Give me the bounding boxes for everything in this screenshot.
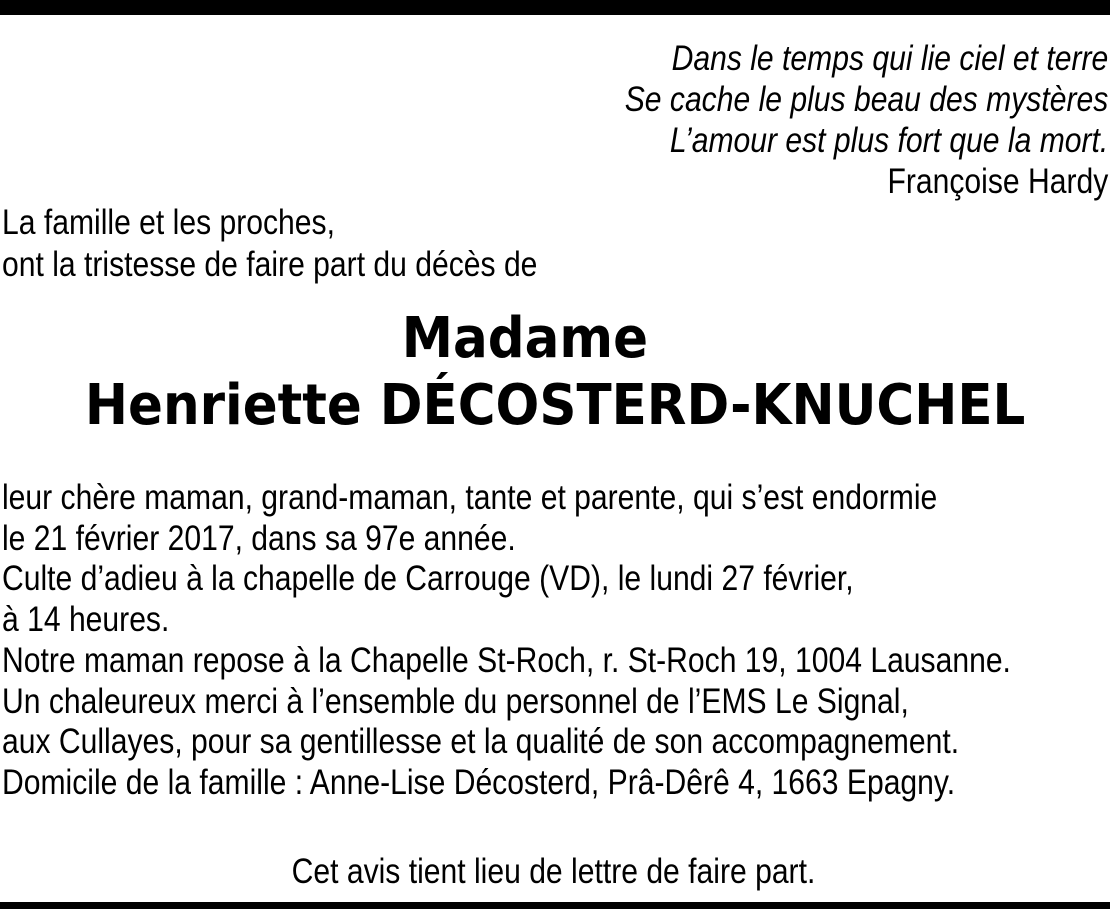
deceased-name-heading	[0, 305, 1110, 439]
intro-line: ont la tristesse de faire part du décès de	[2, 245, 538, 284]
deceased-name: Henriette DÉCOSTERD-KNUCHEL	[84, 373, 1026, 438]
footer-notice	[0, 852, 1110, 892]
body-line: leur chère maman, grand-maman, tante et parente, qui s’est endormie	[2, 478, 938, 517]
body-line: aux Cullayes, pour sa gentillesse et la qualité de son accompagnement.	[2, 722, 960, 762]
body-line: Domicile de la famille : Anne-Lise Décosterd, Prâ-Dêrê 4, 1663 Epagny.	[2, 762, 956, 802]
body-line: Notre maman repose à la Chapelle St-Roch, r. St-Roch 19, 1004 Lausanne.	[2, 640, 1011, 680]
deceased-title: Madame	[401, 306, 649, 371]
bottom-border-rule	[0, 902, 1110, 909]
announcement-intro	[2, 202, 537, 286]
announcement-body	[2, 478, 1011, 804]
body-line: à 14 heures.	[2, 600, 170, 640]
intro-line: La famille et les proches,	[2, 203, 335, 242]
top-border-rule	[0, 0, 1110, 15]
epigraph-poem	[624, 38, 1108, 202]
poem-author: Françoise Hardy	[887, 162, 1108, 201]
body-line: Un chaleureux merci à l’ensemble du personnel de l’EMS Le Signal,	[2, 681, 909, 721]
poem-line: Dans le temps qui lie ciel et terre	[671, 39, 1108, 78]
body-line: Culte d’adieu à la chapelle de Carrouge (VD), le lundi 27 février,	[2, 559, 854, 599]
poem-line: L’amour est plus fort que la mort.	[669, 121, 1108, 160]
footer-note-text: Cet avis tient lieu de lettre de faire part.	[291, 852, 816, 891]
poem-line: Se cache le plus beau des mystères	[624, 80, 1108, 119]
body-line: le 21 février 2017, dans sa 97e année.	[2, 518, 516, 558]
